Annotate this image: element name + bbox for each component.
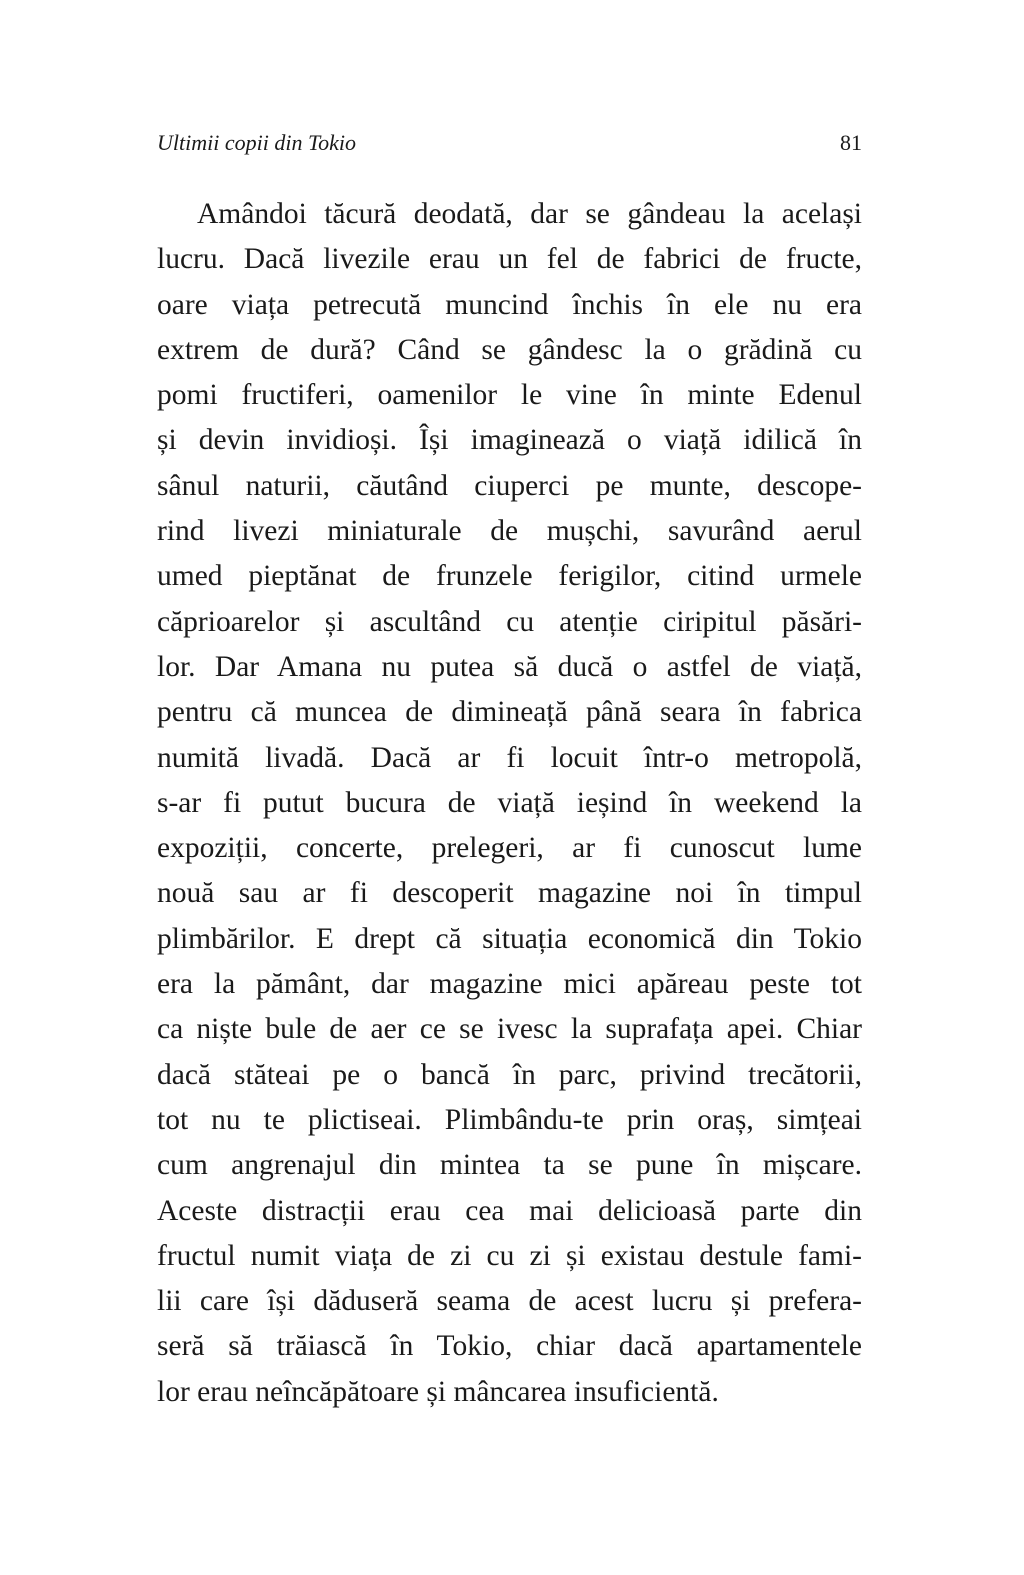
- text-line: pomi fructiferi, oamenilor le vine în minte Edenul: [157, 379, 862, 412]
- text-line: s-ar fi putut bucura de viață ieșind în weekend la: [157, 786, 862, 819]
- body-text: [157, 192, 862, 1415]
- text-line: extrem de dură? Când se gândesc la o grădină cu: [157, 333, 862, 366]
- text-line: umed pieptănat de frunzele ferigilor, citind urmele: [157, 560, 862, 593]
- text-line: Aceste distracții erau cea mai delicioasă parte din: [157, 1194, 862, 1227]
- text-line: plimbărilor. E drept că situația economică din Tokio: [157, 922, 862, 955]
- text-line: lucru. Dacă livezile erau un fel de fabrici de fructe,: [157, 243, 862, 276]
- text-line: rind livezi miniaturale de mușchi, savurând aerul: [157, 515, 862, 548]
- text-line: fructul numit viața de zi cu zi și existau destule fami-: [157, 1239, 862, 1272]
- text-line: oare viața petrecută muncind închis în ele nu era: [157, 288, 862, 321]
- text-line: ca niște bule de aer ce se ivesc la suprafața apei. Chiar: [157, 1013, 862, 1046]
- text-line: și devin invidioși. Își imaginează o viață idilică în: [157, 424, 862, 457]
- text-line: sânul naturii, căutând ciuperci pe munte, descope-: [157, 469, 862, 502]
- text-line: era la pământ, dar magazine mici apăreau peste tot: [157, 968, 862, 1001]
- text-line: nouă sau ar fi descoperit magazine noi în timpul: [157, 877, 862, 910]
- text-line: lor erau neîncăpătoare și mâncarea insuficientă.: [157, 1375, 719, 1408]
- running-title: Ultimii copii din Tokio: [157, 130, 357, 155]
- text-line: dacă stăteai pe o bancă în parc, privind trecătorii,: [157, 1058, 862, 1091]
- page-number: 81: [840, 130, 862, 155]
- text-line: seră să trăiască în Tokio, chiar dacă apartamentele: [157, 1330, 862, 1363]
- text-line: căprioarelor și ascultând cu atenție ciripitul păsări-: [157, 605, 862, 638]
- text-line: cum angrenajul din mintea ta se pune în mișcare.: [157, 1149, 862, 1182]
- text-line: tot nu te plictiseai. Plimbându-te prin oraș, simțeai: [157, 1103, 862, 1136]
- text-line: Amândoi tăcură deodată, dar se gândeau la același: [197, 198, 862, 230]
- text-line: pentru că muncea de dimineață până seara în fabrica: [157, 696, 862, 729]
- text-line: lii care își dăduseră seama de acest lucru și prefera-: [157, 1285, 862, 1318]
- text-line: expoziții, concerte, prelegeri, ar fi cunoscut lume: [157, 832, 862, 865]
- text-line: lor. Dar Amana nu putea să ducă o astfel de viață,: [157, 650, 862, 683]
- running-header: [157, 130, 862, 160]
- text-line: numită livadă. Dacă ar fi locuit într-o metropolă,: [157, 741, 862, 774]
